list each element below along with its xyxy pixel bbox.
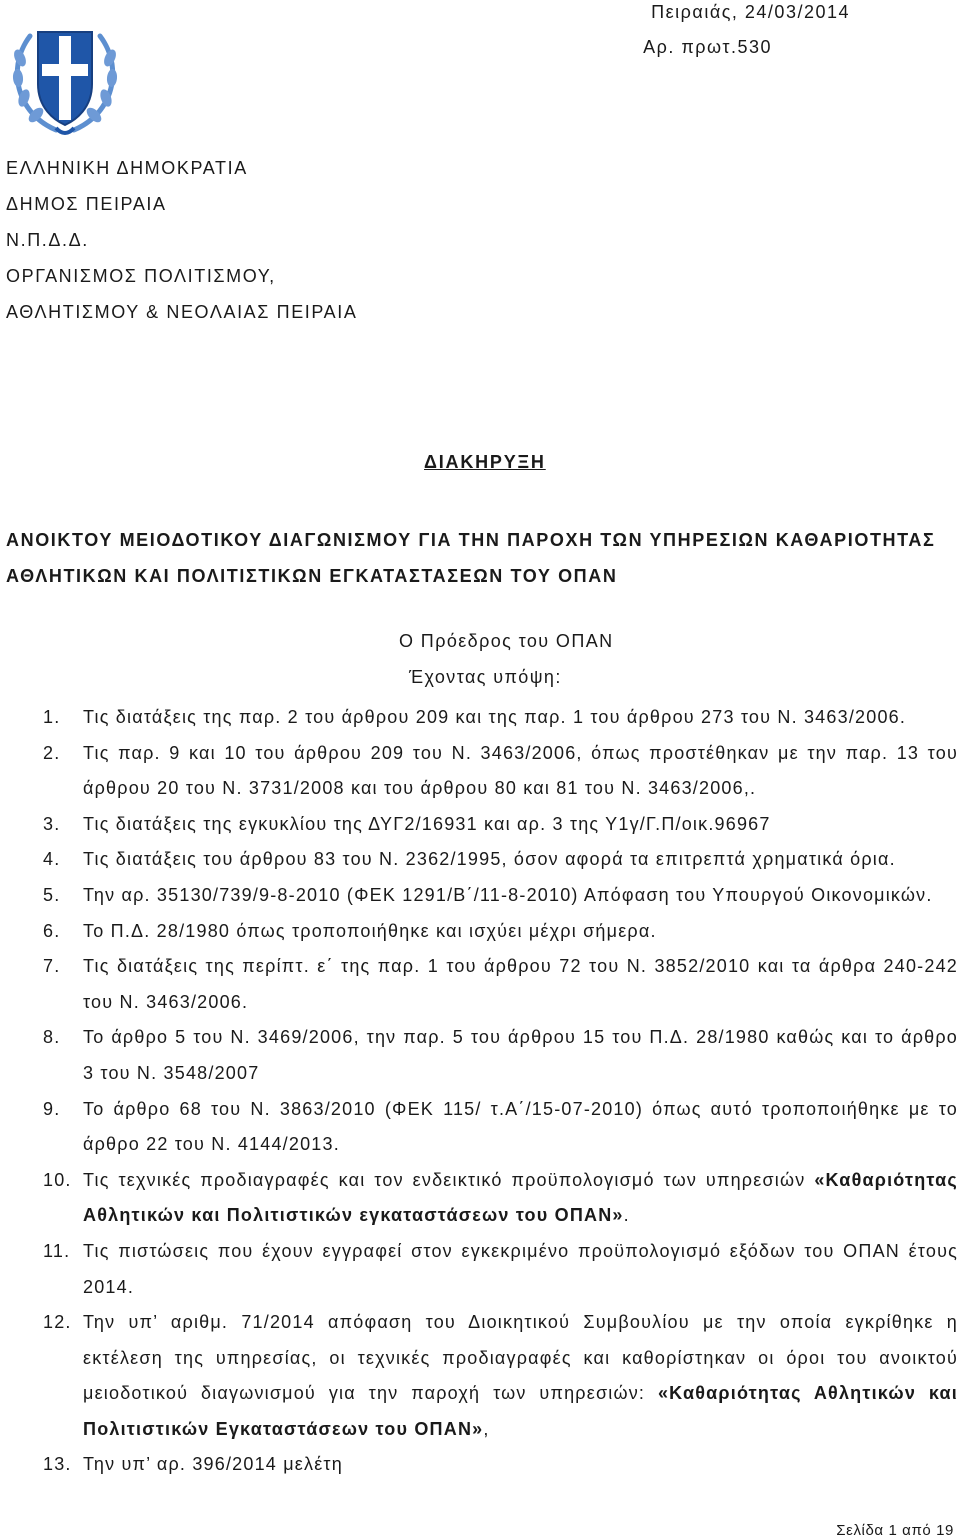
list-item (0, 914, 960, 950)
list-item (0, 700, 960, 736)
place-date: Πειραιάς, 24/03/2014 (651, 2, 850, 22)
item-number: 8. (43, 1027, 61, 1048)
item-text: Τις διατάξεις της περίπτ. ε΄ της παρ. 1 του άρθρου 72 του Ν. 3852/2010 και τα άρθρα 240-242 του Ν. 3463/2006. (83, 956, 958, 1012)
considering-heading: Έχοντας υπόψη: (409, 667, 562, 687)
item-text: Την υπ’ αρ. 396/2014 μελέτη (83, 1454, 343, 1475)
item-text: Τις πιστώσεις που έχουν εγγραφεί στον εγκεκριμένο προϋπολογισμό εξόδων του ΟΠΑΝ έτους 2014. (83, 1240, 958, 1297)
list-item (0, 842, 960, 878)
item-text-bold: «Καθαριότητας Αθλητικών και Πολιτιστικών Εγκαταστάσεων του ΟΠΑΝ» (83, 1383, 958, 1439)
org-line-organization-2: ΑΘΛΗΤΙΣΜΟΥ & ΝΕΟΛΑΙΑΣ ΠΕΙΡΑΙΑ (6, 302, 358, 322)
protocol-number: Αρ. πρωτ.530 (643, 37, 772, 57)
org-line-municipality: ΔΗΜΟΣ ΠΕΙΡΑΙΑ (6, 194, 167, 214)
chairman-line: Ο Πρόεδρος του ΟΠΑΝ (399, 631, 614, 651)
org-line-republic: ΕΛΛΗΝΙΚΗ ΔΗΜΟΚΡΑΤΙΑ (6, 158, 248, 178)
item-text: Τις παρ. 9 και 10 του άρθρου 209 του Ν. 3463/2006, όπως προστέθηκαν με την παρ. 13 του άρθρου 20 του Ν. 3731/2008 και του άρθρου 80 και 81 του Ν. 3463/2006,. (83, 742, 958, 799)
item-number: 11. (43, 1240, 71, 1261)
item-text: Το άρθρο 5 του Ν. 3469/2006, την παρ. 5 του άρθρου 15 του Π.Δ. 28/1980 καθώς και το άρθρο 3 του Ν. 3548/2007 (83, 1027, 958, 1083)
item-number: 10. (43, 1169, 72, 1190)
org-line-legal-entity: Ν.Π.Δ.Δ. (6, 230, 89, 250)
item-number: 7. (43, 956, 61, 977)
item-number: 3. (43, 813, 61, 834)
item-number: 2. (43, 742, 61, 763)
item-text: Τις διατάξεις της παρ. 2 του άρθρου 209 και της παρ. 1 του άρθρου 273 του Ν. 3463/2006. (83, 707, 907, 727)
page-number: Σελίδα 1 από 19 (836, 1522, 954, 1539)
item-number: 1. (43, 707, 61, 727)
item-text-end: , (483, 1418, 490, 1439)
item-text (83, 1163, 958, 1234)
item-number: 9. (43, 1098, 61, 1119)
list-item (0, 736, 960, 807)
item-text (83, 1305, 958, 1447)
list-item (0, 949, 960, 1020)
item-text: Το άρθρο 68 του Ν. 3863/2010 (ΦΕΚ 115/ τ.Α΄/15-07-2010) όπως αυτό τροποποιήθηκε με το άρθρο 22 του Ν. 4144/2013. (83, 1098, 958, 1155)
considerations-list (0, 700, 960, 1483)
item-number: 6. (43, 920, 61, 941)
coat-of-arms-icon (6, 12, 124, 144)
item-text: Το Π.Δ. 28/1980 όπως τροποποιήθηκε και ισχύει μέχρι σήμερα. (83, 920, 657, 941)
item-number: 13. (43, 1454, 72, 1475)
list-item (0, 1163, 960, 1234)
item-number: 12. (43, 1312, 72, 1333)
item-text: Τις διατάξεις του άρθρου 83 του Ν. 2362/1995, όσον αφορά τα επιτρεπτά χρηματικά όρια. (83, 849, 896, 870)
list-item (0, 1092, 960, 1163)
item-text: Την αρ. 35130/739/9-8-2010 (ΦΕΚ 1291/Β΄/11-8-2010) Απόφαση του Υπουργού Οικονομικών. (83, 884, 933, 905)
item-text-end: . (623, 1205, 630, 1226)
item-text-plain: Την υπ’ αριθμ. 71/2014 απόφαση του Διοικητικού Συμβουλίου με την οποία εγκρίθηκε η εκτέλεση της υπηρεσίας, οι τεχνικές προδιαγραφές και καθορίστηκαν οι όροι του ανοικτού μειοδοτικού διαγωνισμού για την παροχή των υπηρεσιών: (83, 1312, 958, 1404)
item-text-bold: «Καθαριότητας Αθλητικών και Πολιτιστικών εγκαταστάσεων του ΟΠΑΝ» (83, 1169, 958, 1226)
list-item (0, 878, 960, 914)
list-item (0, 1447, 960, 1483)
item-text: Τις διατάξεις της εγκυκλίου της ΔΥΓ2/16931 και αρ. 3 της Υ1γ/Γ.Π/οικ.96967 (83, 813, 771, 834)
list-item (0, 1305, 960, 1447)
document-subject: ΑΝΟΙΚΤΟΥ ΜΕΙΟΔΟΤΙΚΟΥ ΔΙΑΓΩΝΙΣΜΟΥ ΓΙΑ ΤΗΝ ΠΑΡΟΧΗ ΤΩΝ ΥΠΗΡΕΣΙΩΝ ΚΑΘΑΡΙΟΤΗΤΑΣ ΑΘΛΗΤΙΚΩΝ ΚΑΙ ΠΟΛΙΤΙΣΤΙΚΩΝ ΕΓΚΑΤΑΣΤΑΣΕΩΝ ΤΟΥ ΟΠΑΝ (6, 530, 936, 586)
document-title: ΔΙΑΚΗΡΥΞΗ (424, 452, 546, 472)
org-line-organization-1: ΟΡΓΑΝΙΣΜΟΣ ΠΟΛΙΤΙΣΜΟΥ, (6, 266, 276, 286)
item-number: 5. (43, 884, 61, 905)
item-text-plain: Τις τεχνικές προδιαγραφές και τον ενδεικτικό προϋπολογισμό των υπηρεσιών (83, 1169, 815, 1190)
list-item (0, 1020, 960, 1091)
list-item (0, 1234, 960, 1305)
item-number: 4. (43, 849, 61, 870)
list-item (0, 807, 960, 843)
